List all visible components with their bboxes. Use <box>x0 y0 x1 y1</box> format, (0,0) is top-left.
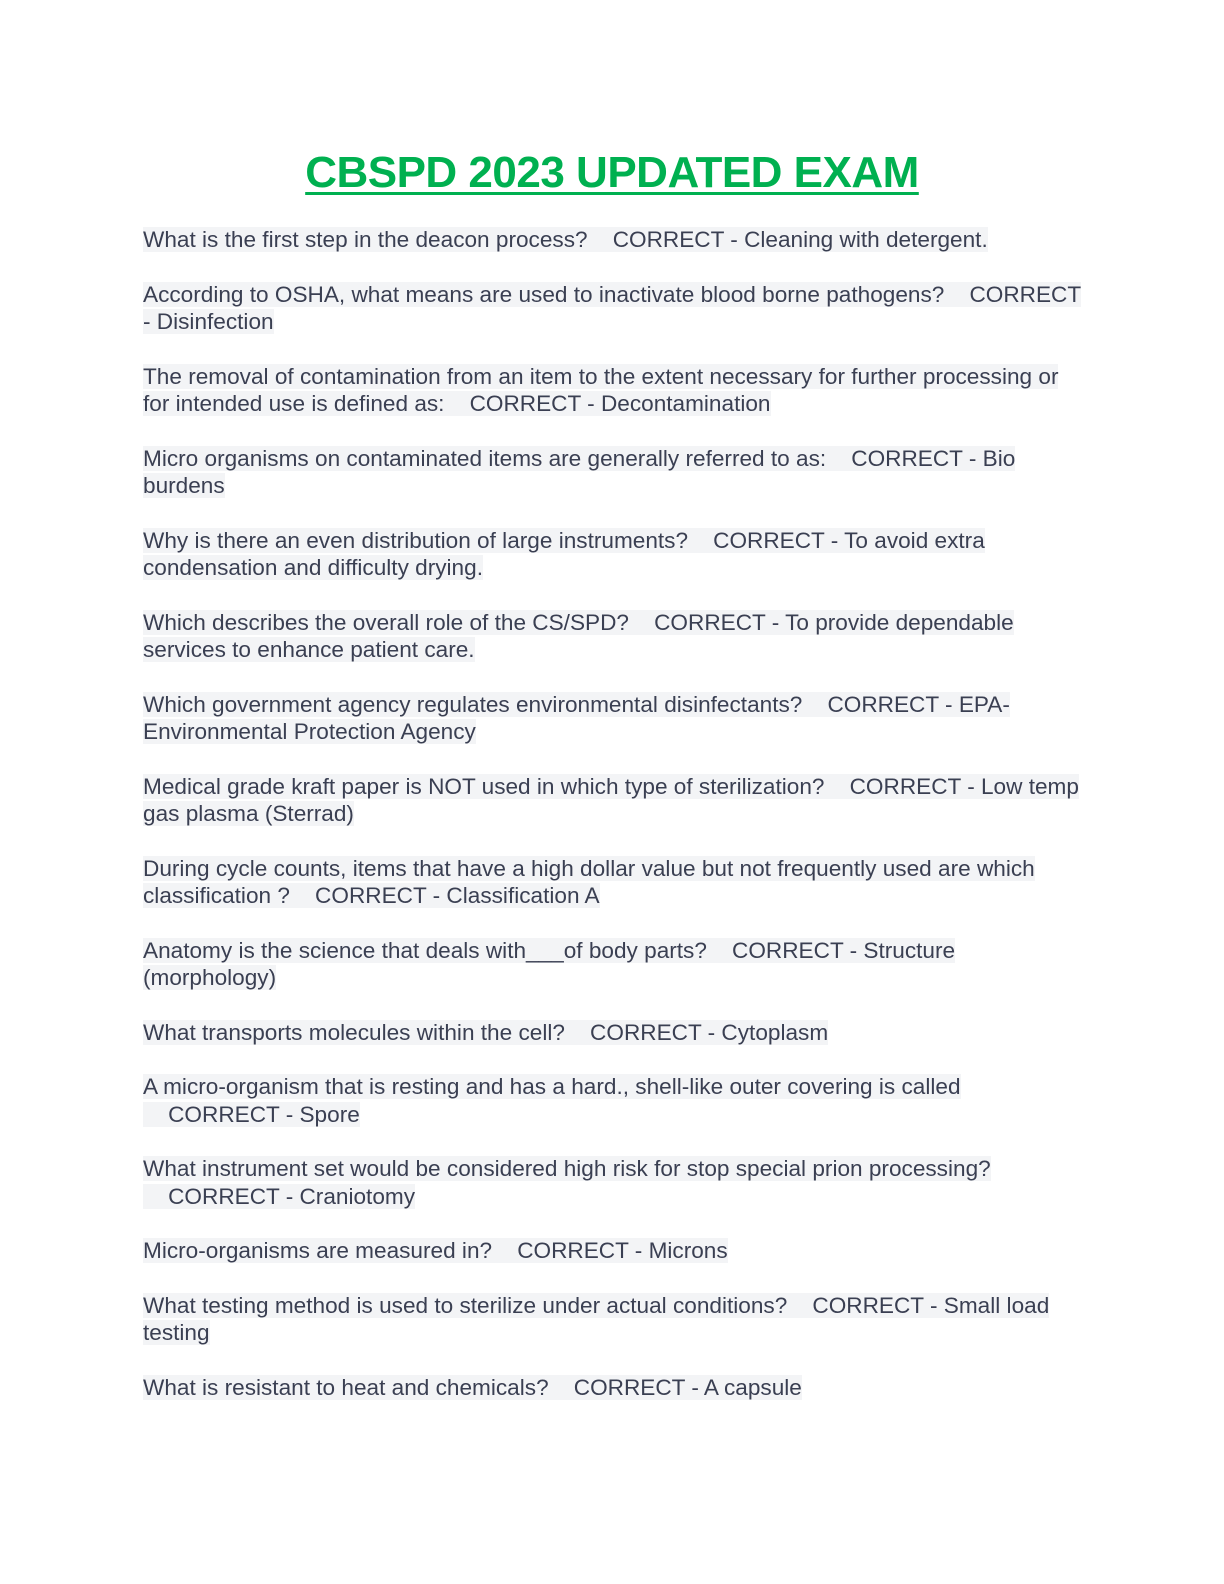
qa-item <box>143 445 1083 500</box>
qa-item <box>143 1374 1083 1402</box>
qa-item <box>143 1019 1083 1047</box>
question-text: Medical grade kraft paper is NOT used in which type of sterilization? <box>143 773 825 799</box>
qa-item <box>143 281 1083 336</box>
answer-text: CORRECT - Bio burdens <box>143 445 1016 498</box>
qa-item <box>143 691 1083 746</box>
page-title-text: CBSPD 2023 UPDATED EXAM <box>305 148 919 197</box>
qa-item <box>143 1073 1083 1128</box>
qa-item <box>143 937 1083 992</box>
qa-item <box>143 773 1083 828</box>
qa-item <box>143 855 1083 910</box>
question-text: A micro-organism that is resting and has a hard., shell-like outer covering is called <box>143 1074 961 1099</box>
question-text: Micro organisms on contaminated items are generally referred to as: <box>143 445 827 471</box>
answer-text: CORRECT - To avoid extra condensation and difficulty drying. <box>143 527 985 580</box>
answer-text: CORRECT - Microns <box>517 1238 728 1263</box>
question-text: According to OSHA, what means are used to inactivate blood borne pathogens? <box>143 281 945 307</box>
answer-text: CORRECT - Classification A <box>315 883 600 908</box>
answer-text: CORRECT - Cleaning with detergent. <box>612 227 988 252</box>
question-text: Which government agency regulates environmental disinfectants? <box>143 691 803 717</box>
qa-list <box>143 226 1083 1428</box>
question-text: During cycle counts, items that have a high dollar value but not frequently used are which classification ? <box>143 855 1035 908</box>
question-text: Why is there an even distribution of large instruments? <box>143 527 689 553</box>
question-text: Micro-organisms are measured in? <box>143 1238 493 1263</box>
answer-text: CORRECT - To provide dependable services to enhance patient care. <box>143 609 1014 662</box>
qa-item <box>143 1292 1083 1347</box>
answer-text: CORRECT - Small load testing <box>143 1292 1050 1345</box>
question-text: What is the first step in the deacon process? <box>143 227 588 252</box>
question-text: What instrument set would be considered high risk for stop special prion processing? <box>143 1156 991 1181</box>
answer-text: CORRECT - Decontamination <box>469 391 771 416</box>
answer-text: CORRECT - EPA-Environmental Protection Agency <box>143 691 1010 744</box>
answer-text: CORRECT - Low temp gas plasma (Sterrad) <box>143 773 1079 826</box>
answer-text: CORRECT - Disinfection <box>143 281 1082 334</box>
page-title <box>0 148 1224 198</box>
answer-text: CORRECT - Craniotomy <box>168 1183 416 1209</box>
question-text: What testing method is used to sterilize under actual conditions? <box>143 1292 788 1318</box>
question-text: Which describes the overall role of the CS/SPD? <box>143 609 629 635</box>
answer-text: CORRECT - Structure (morphology) <box>143 937 956 990</box>
qa-item <box>143 1155 1083 1210</box>
qa-item <box>143 226 1083 254</box>
answer-text: CORRECT - Cytoplasm <box>590 1019 829 1045</box>
question-text: What transports molecules within the cell? <box>143 1019 565 1045</box>
question-text: Anatomy is the science that deals with___of body parts? <box>143 937 707 963</box>
answer-text: CORRECT - Spore <box>168 1101 360 1127</box>
qa-item <box>143 527 1083 582</box>
question-text: The removal of contamination from an item to the extent necessary for further processing or for intended use is defined as: <box>143 363 1059 416</box>
answer-text: CORRECT - A capsule <box>573 1374 802 1400</box>
question-text: What is resistant to heat and chemicals? <box>143 1374 549 1400</box>
qa-item <box>143 609 1083 664</box>
qa-item <box>143 363 1083 418</box>
qa-item <box>143 1237 1083 1265</box>
